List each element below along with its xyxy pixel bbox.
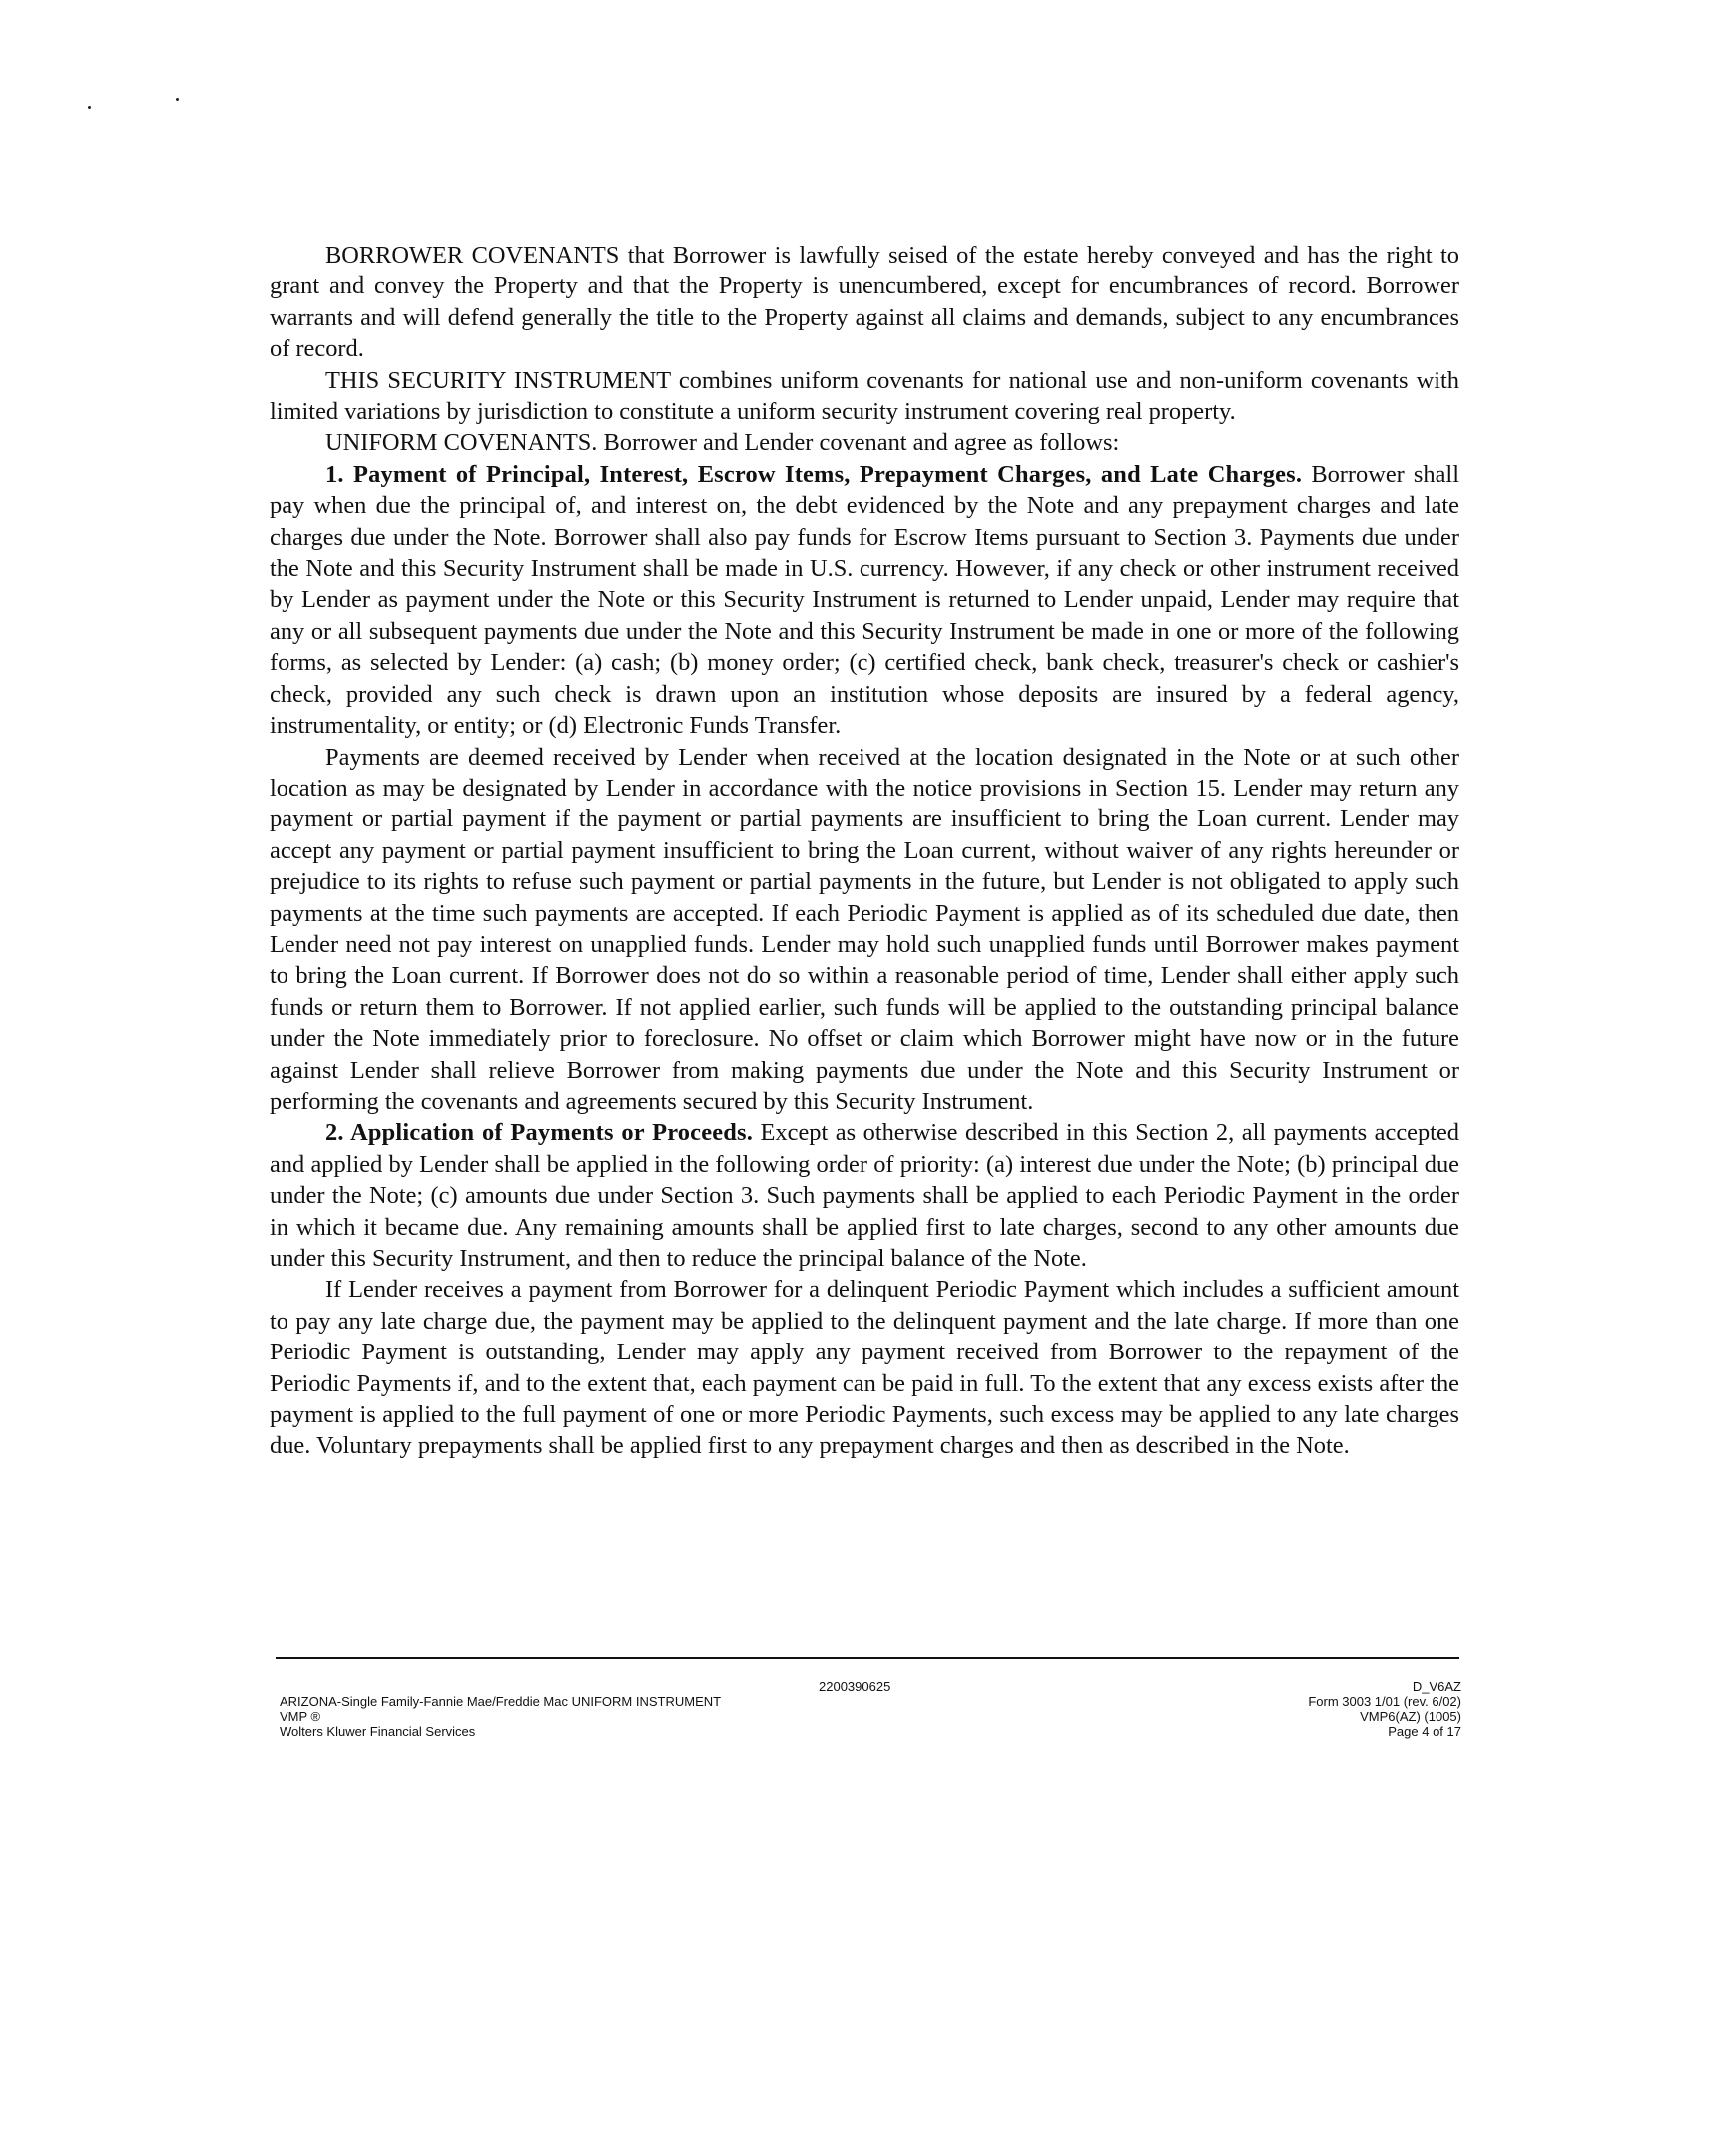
footer-left [280,1694,721,1739]
loan-number: 2200390625 [819,1679,891,1694]
paragraph-text: If Lender receives a payment from Borrower for a delinquent Periodic Payment which includes a sufficient amount to pay any late charge due, the payment may be applied to the delinquent payment and the late charge. If more than one Periodic Payment is outstanding, Lender may apply any payment received from Borrower to the repayment of the Periodic Payments if, and to the extent that, each payment can be paid in full. To the extent that any excess exists after the payment is applied to the full payment of one or more Periodic Payments, such excess may be applied to any late charges due. Voluntary prepayments shall be applied first to any prepayment charges and then as described in the Note. [270,1276,1459,1460]
page-number: Page 4 of 17 [1388,1724,1461,1739]
publisher: Wolters Kluwer Financial Services [280,1724,476,1739]
vmp-code: VMP6(AZ) (1005) [1360,1709,1461,1724]
footer-loan-number [819,1679,890,1694]
paragraph-text: Except as otherwise described in this Section 2, all payments accepted and applied by Lender shall be applied in the following order of priority: (a) interest due under the Note; (b) principal due under the Note; (c) amounts due under Section 3. Such payments shall be applied to each Periodic Payment in the order in which it became due. Any remaining amounts shall be applied first to late charges, second to any other amounts due under this Security Instrument, and then to reduce the principal balance of the Note. [270,1119,1459,1272]
paragraph-text: BORROWER COVENANTS that Borrower is lawfully seised of the estate hereby conveyed and has the right to grant and convey the Property and that the Property is unencumbered, except for encumbrances of record. Borrower warrants and will defend generally the title to the Property against all claims and demands, subject to any encumbrances of record. [270,242,1459,363]
footer-right [1308,1679,1461,1739]
scan-speck [176,98,179,101]
paragraph-text: THIS SECURITY INSTRUMENT combines uniform covenants for national use and non-uniform covenants with limited variations by jurisdiction to constitute a uniform security instrument covering real property. [270,366,1459,426]
paragraph-text: Borrower shall pay when due the principal of, and interest on, the debt evidenced by the Note and any prepayment charges and late charges due under the Note. Borrower shall also pay funds for Escrow Items pursuant to Section 3. Payments due under the Note and this Security Instrument shall be made in U.S. currency. However, if any check or other instrument received by Lender as payment under the Note or this Security Instrument is returned to Lender unpaid, Lender may require that any or all subsequent payments due under the Note and this Security Instrument be made in one or more of the following forms, as selected by Lender: (a) cash; (b) money order; (c) certified check, bank check, treasurer's check or cashier's check, provided any such check is drawn upon an institution whose deposits are insured by a federal agency, instrumentality, or entity; or (d) Electronic Funds Transfer. [270,460,1459,740]
paragraph-text: Payments are deemed received by Lender when received at the location designated in the Note or at such other location as may be designated by Lender in accordance with the notice provisions in Section 15. Lender may return any payment or partial payment if the payment or partial payments are insufficient to bring the Loan current. Lender may accept any payment or partial payment insufficient to bring the Loan current, without waiver of any rights hereunder or prejudice to its rights to refuse such payment or partial payments in the future, but Lender is not obligated to apply such payments at the time such payments are accepted. If each Periodic Payment is applied as of its scheduled due date, then Lender need not pay interest on unapplied funds. Lender may hold such unapplied funds until Borrower makes payment to bring the Loan current. If Borrower does not do so within a reasonable period of time, Lender shall either apply such funds or return them to Borrower. If not applied earlier, such funds will be applied to the outstanding principal balance under the Note immediately prior to foreclosure. No offset or claim which Borrower might have now or in the future against Lender shall relieve Borrower from making payments due under the Note and this Security Instrument or performing the covenants and agreements secured by this Security Instrument. [270,743,1459,1115]
paragraph-security-instrument [270,365,1459,428]
section-heading: 1. Payment of Principal, Interest, Escrow Items, Prepayment Charges, and Late Charges. [325,460,1303,488]
paragraph-uniform-covenants [270,427,1459,458]
section-1-payment [270,459,1459,742]
paragraph-borrower-covenants [270,240,1459,365]
paragraph-payments-received [270,742,1459,1118]
footer-divider [276,1657,1459,1659]
form-title: ARIZONA-Single Family-Fannie Mae/Freddie Mac UNIFORM INSTRUMENT [280,1694,722,1709]
section-heading: 2. Application of Payments or Proceeds. [325,1119,753,1147]
paragraph-delinquent-payment [270,1274,1459,1461]
document-body [270,240,1459,1462]
scan-speck [88,106,91,109]
vmp-mark: VMP ® [280,1709,321,1724]
paragraph-text: UNIFORM COVENANTS. Borrower and Lender covenant and agree as follows: [325,429,1120,457]
doc-code: D_V6AZ [1412,1679,1461,1694]
form-number: Form 3003 1/01 (rev. 6/02) [1308,1694,1461,1709]
section-2-application [270,1117,1459,1274]
